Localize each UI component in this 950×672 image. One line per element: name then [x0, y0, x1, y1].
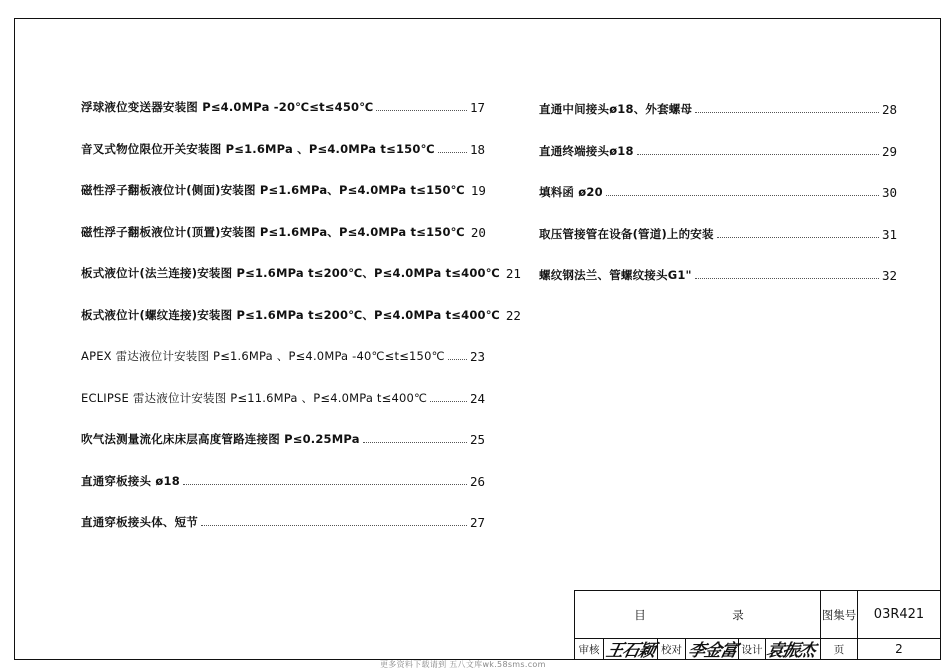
- toc-entry-title: 填料函 ø20: [539, 185, 603, 199]
- toc-entry-title: 取压管接管在设备(管道)上的安装: [539, 226, 714, 241]
- toc-entry-title: 音叉式物位限位开关安装图 P≤1.6MPa 、P≤4.0MPa t≤150℃: [81, 141, 435, 156]
- toc-entry: [539, 180, 897, 200]
- toc-entry-page: 18: [469, 141, 485, 157]
- toc-entry: [81, 386, 485, 406]
- toc-entry-title: 直通穿板接头 ø18: [81, 473, 180, 488]
- toc-leader-dots: [363, 442, 467, 443]
- toc-entry-title: 直通终端接头ø18: [539, 143, 634, 158]
- page-number: 2: [895, 642, 903, 656]
- title-char-a: 目: [634, 608, 646, 622]
- toc-entry-page: 22: [505, 307, 521, 323]
- toc-leader-dots: [430, 401, 467, 402]
- review-label: 审核: [578, 643, 600, 656]
- toc-entry-title: 浮球液位变送器安装图 P≤4.0MPa -20℃≤t≤450℃: [81, 100, 374, 114]
- toc-entry: [81, 510, 485, 530]
- page-label: 页: [833, 643, 845, 656]
- toc-entry: [81, 137, 485, 157]
- toc-entry: [81, 220, 485, 240]
- toc-leader-dots: [695, 278, 879, 279]
- toc-entry-title: APEX 雷达液位计安装图 P≤1.6MPa 、P≤4.0MPa -40℃≤t≤150℃: [81, 349, 445, 363]
- toc-entry-title: 磁性浮子翻板液位计(侧面)安装图 P≤1.6MPa、P≤4.0MPa t≤150℃: [81, 183, 465, 197]
- atlas-number: 03R421: [873, 606, 925, 622]
- toc-entry: [539, 222, 897, 242]
- toc-entry-page: 19: [470, 183, 486, 198]
- toc-entry: [81, 261, 521, 281]
- toc-entry-title: 吹气法测量流化床床层高度管路连接图 P≤0.25MPa: [81, 432, 360, 446]
- toc-entry: [81, 469, 485, 489]
- toc-entry: [81, 95, 485, 115]
- toc-entry: [539, 97, 897, 117]
- toc-entry: [81, 303, 521, 323]
- toc-leader-dots: [438, 152, 467, 153]
- toc-entry-page: 26: [469, 473, 485, 489]
- atlas-label: 图集号: [821, 608, 857, 622]
- toc-leader-dots: [448, 359, 467, 360]
- toc-entry-title: 螺纹钢法兰、管螺纹接头G1": [539, 268, 692, 282]
- toc-entry-page: 32: [881, 268, 897, 283]
- toc-entry: [539, 139, 897, 159]
- toc-leader-dots: [201, 525, 467, 526]
- toc-entry-title: 磁性浮子翻板液位计(顶置)安装图 P≤1.6MPa、P≤4.0MPa t≤150℃: [81, 224, 465, 239]
- toc-entry-page: 17: [469, 100, 485, 115]
- toc-entry-page: 21: [505, 266, 521, 281]
- toc-entry-page: 30: [881, 185, 897, 200]
- title-block-vline: [685, 638, 686, 659]
- toc-entry-page: 20: [470, 224, 486, 240]
- toc-entry: [539, 263, 897, 283]
- toc-entry-page: 23: [469, 349, 485, 364]
- toc-entry-title: 直通穿板接头体、短节: [81, 515, 198, 529]
- title-block: [574, 590, 941, 660]
- design-label: 设计: [741, 643, 763, 656]
- toc-entry-page: 24: [469, 390, 485, 406]
- toc-leader-dots: [637, 154, 879, 155]
- toc-entry: [81, 178, 485, 198]
- review-signature: 王石颖: [604, 641, 657, 661]
- title-block-vline: [603, 638, 604, 659]
- title-char-b: 录: [732, 608, 744, 622]
- toc-leader-dots: [717, 237, 879, 238]
- toc-leader-dots: [376, 110, 467, 111]
- toc-entry-title: ECLIPSE 雷达液位计安装图 P≤11.6MPa 、P≤4.0MPa t≤400℃: [81, 390, 428, 405]
- toc-leader-dots: [606, 195, 879, 196]
- toc-entry-page: 27: [469, 515, 485, 530]
- footer-note: 更多资料下载请到 五八文库wk.58sms.com: [380, 660, 546, 669]
- toc-leader-dots: [695, 112, 879, 113]
- toc-leader-dots: [183, 484, 467, 485]
- toc-entry: [81, 344, 485, 364]
- toc-entry-page: 31: [881, 226, 897, 242]
- design-signature: 袁振杰: [764, 641, 817, 661]
- toc-entry-page: 29: [881, 143, 897, 159]
- toc-entry-title: 直通中间接头ø18、外套螺母: [539, 102, 693, 116]
- toc-entry-title: 板式液位计(法兰连接)安装图 P≤1.6MPa t≤200℃、P≤4.0MPa t≤400℃: [81, 266, 500, 280]
- toc-entry: [81, 427, 485, 447]
- check-signature: 李金富: [686, 641, 739, 661]
- toc-entry-page: 28: [881, 102, 897, 117]
- toc-entry-page: 25: [469, 432, 485, 447]
- toc-entry-title: 板式液位计(螺纹连接)安装图 P≤1.6MPa t≤200℃、P≤4.0MPa t≤400℃: [81, 307, 500, 322]
- check-label: 校对: [661, 643, 682, 656]
